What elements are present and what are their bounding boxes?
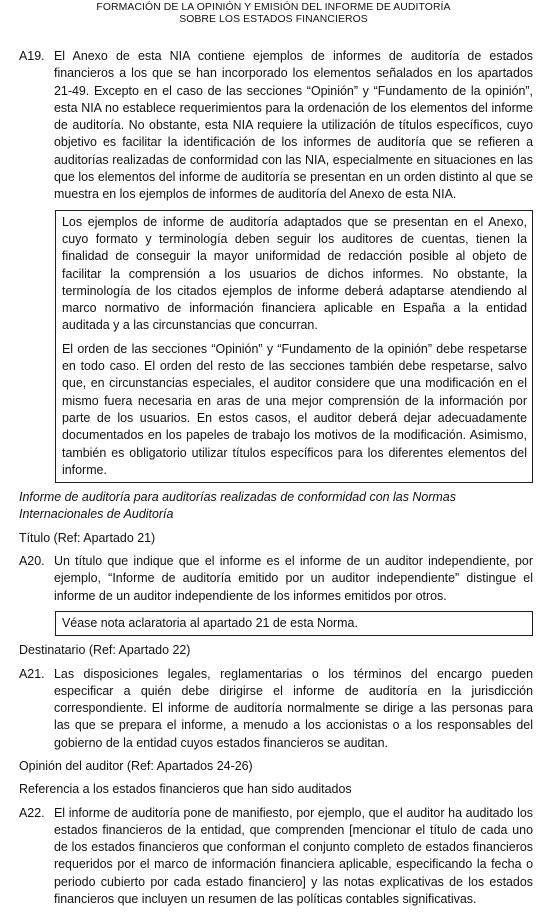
document-body: [19, 48, 533, 914]
note-paragraph-1: Los ejemplos de informe de auditoría adaptados que se presentan en el Anexo, cuyo formato y terminología deben seguir los auditores de cuentas, tienen la finalidad de conseguir la mayor uniformidad de redacción posible al objeto de facilitar la comprensión a los usuarios de dichos informes. No obstante, la terminología de los citados ejemplos de informe deberá adaptarse atendiendo al marco normativo de información financiera aplicable en España a la entidad auditada y a las circunstancias que concurran.: [62, 214, 527, 333]
note-paragraph-2: El orden de las secciones “Opinión” y “Fundamento de la opinión” debe respetarse en todo caso. El orden del resto de las secciones también debe respetarse, salvo que, en circunstancias especiales, el auditor considere que una modificación en el mismo fuera necesaria en aras de una mejor comprensión de la información por parte de los usuarios. En estos casos, el auditor deberá dejar adecuadamente documentados en los papeles de trabajo los motivos de la modificación. Asimismo, también es obligatorio utilizar títulos específicos para los diferentes elementos del informe.: [62, 341, 527, 477]
header-line-2: SOBRE LOS ESTADOS FINANCIEROS: [179, 14, 368, 25]
destinatario-heading: Destinatario (Ref: Apartado 22): [19, 643, 191, 658]
paragraph-a19: [19, 48, 533, 204]
paragraph-number: A19.: [19, 49, 45, 63]
paragraph-number: A21.: [19, 666, 45, 681]
paragraph-a22: [19, 805, 533, 909]
paragraph-a20: [19, 553, 533, 605]
section-heading: Informe de auditoría para auditorías realizadas de conformidad con las Normas Internacionales de Auditoría: [19, 490, 456, 522]
paragraph-text: Las disposiciones legales, reglamentarias o los términos del encargo pueden especificar a quién debe dirigirse el informe de auditoría en la jurisdicción correspondiente. El informe de auditoría normalmente se dirige a las personas para las que se prepara el informe, a menudo a los accionistas o a los responsables del gobierno de la entidad cuyos estados financieros se auditan.: [54, 666, 533, 750]
note-text: Véase nota aclaratoria al apartado 21 de esta Norma.: [62, 615, 358, 630]
paragraph-a21: [19, 666, 533, 752]
page-header: [0, 2, 547, 26]
paragraph-text: El informe de auditoría pone de manifiesto, por ejemplo, que el auditor ha auditado los estados financieros de la entidad, que comprenden [mencionar el título de cada uno de los estados financieros que conforman el conjunto completo de estados financieros requeridos por el marco de información financiera aplicable, especificando la fecha o periodo cubierto por cada estado financiero] y las notas explicativas de los estados financieros que incluyen un resumen de las políticas contables significativas.: [54, 805, 533, 907]
titulo-heading: Título (Ref: Apartado 21): [19, 530, 156, 545]
paragraph-number: A20.: [19, 554, 45, 569]
paragraph-text: El Anexo de esta NIA contiene ejemplos de informes de auditoría de estados financieros a los que se han incorporado los elementos señalados en los apartados 21-49. Excepto en el caso de las secciones “Opinión” y “Fundamento de la opinión”, esta NIA no establece requerimientos para la ordenación de los elementos del informe de auditoría. No obstante, esta NIA requiere la utilización de títulos específicos, cuyo objetivo es facilitar la identificación de los informes de auditoría que se refieren a auditorías realizadas de conformidad con las NIA, especialmente en situaciones en las que los elementos del informe de auditoría se presentan en un orden distinto al que se muestra en los ejemplos de informes de auditoría del Anexo de esta NIA.: [54, 49, 533, 202]
opinion-heading: Opinión del auditor (Ref: Apartados 24-26): [19, 758, 253, 773]
clarifying-note-box: [55, 611, 533, 636]
explanatory-note-box: [55, 210, 533, 483]
paragraph-text: Un título que indique que el informe es el informe de un auditor independiente, por ejemplo, “Informe de auditoría emitido por un auditor independiente” distingue el informe de un auditor independiente de los informes emitidos por otros.: [54, 554, 533, 603]
paragraph-number: A22.: [19, 805, 45, 820]
header-line-1: FORMACIÓN DE LA OPINIÓN Y EMISIÓN DEL INFORME DE AUDITORÍA: [96, 2, 451, 13]
referencia-heading: Referencia a los estados financieros que han sido auditados: [19, 782, 352, 797]
